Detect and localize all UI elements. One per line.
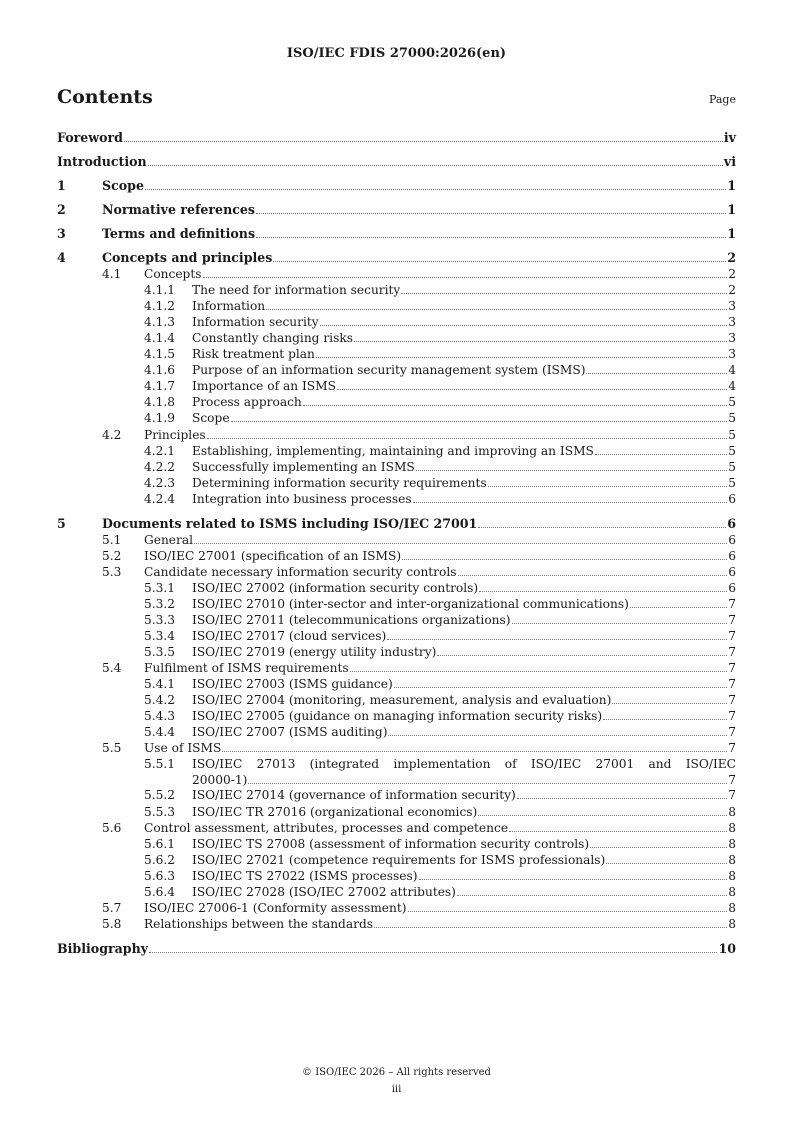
toc-entry-title: ISO/IEC 27011 (telecommunications organizations) [192,613,511,627]
toc-entry-title: ISO/IEC 27007 (ISMS auditing) [192,725,388,740]
dot-leader [419,879,728,880]
dot-leader [374,927,727,928]
toc-entry-number: 4.1.3 [144,315,176,330]
dot-leader [595,454,727,455]
dot-leader [203,277,728,278]
toc-entry-number: 4.2.2 [144,459,176,474]
toc-entry-title: Terms and definitions [102,226,256,241]
dot-leader [586,373,727,374]
toc-entry[interactable] [57,644,736,660]
dot-leader [316,357,727,358]
dot-leader [512,623,728,624]
dot-leader [509,831,727,832]
toc-entry-page: 3 [728,315,736,330]
dot-leader [603,719,727,720]
toc-entry[interactable] [57,532,736,548]
toc-entry[interactable] [57,202,736,218]
toc-entry-page: 7 [728,645,736,660]
toc-entry[interactable] [57,787,736,803]
toc-entry-title: Concepts and principles [102,250,273,265]
toc-entry[interactable] [57,362,736,378]
toc-entry-number: 4.2.4 [144,491,176,506]
toc-entry-number: 5.4 [102,661,122,676]
toc-entry[interactable] [57,836,736,852]
toc-entry-number: 4.1.2 [144,299,176,314]
document-header: ISO/IEC FDIS 27000:2026(en) [286,46,507,61]
toc-entry-title: ISO/IEC TS 27008 (assessment of information security controls) [192,836,590,851]
toc-entry-number: 5.6.1 [144,836,176,851]
toc-entry-title: ISO/IEC 27010 (inter-sector and inter-organizational communications) [192,596,629,611]
toc-entry-number: 2 [57,202,66,217]
toc-entry-title: ISO/IEC 27017 (cloud services) [192,629,387,644]
toc-entry[interactable] [57,596,736,612]
toc-entry[interactable] [57,740,736,756]
toc-entry-title: ISO/IEC 27004 (monitoring, measurement, analysis and evaluation) [192,693,612,708]
toc-entry[interactable] [57,394,736,410]
toc-entry-number: 4.1.7 [144,379,176,394]
toc-entry-page: 1 [727,226,736,241]
toc-entry[interactable] [57,660,736,676]
toc-entry-page: 7 [728,613,736,627]
toc-entry[interactable] [57,443,736,459]
dot-leader [303,405,727,406]
toc-entry-title: Constantly changing risks [192,331,353,346]
dot-leader [256,237,726,238]
toc-entry[interactable] [57,491,736,507]
toc-entry-page: 1 [727,202,736,217]
dot-leader [458,575,728,576]
toc-entry-title: Relationships between the standards [144,916,374,931]
page-number: iii [391,1084,402,1095]
toc-entry[interactable] [57,154,736,170]
toc-entry-page: iv [723,130,736,145]
toc-entry[interactable] [57,916,736,932]
toc-entry-number: 5.3.2 [144,596,176,611]
toc-entry[interactable] [57,628,736,644]
toc-entry-number: 4.1.1 [144,283,176,298]
dot-leader [354,341,727,342]
toc-entry-page: 2 [728,283,736,298]
toc-entry[interactable] [57,346,736,362]
toc-entry-number: 5.6.4 [144,884,176,899]
dot-leader [145,189,726,190]
toc-entry-title-continued: 20000-1) [192,772,248,787]
toc-entry-page: 2 [727,250,736,265]
toc-entry-number: 5.6.2 [144,852,176,867]
dot-leader [402,559,727,560]
dot-leader [478,527,726,528]
toc-entry-title: Normative references [102,202,256,217]
toc-entry-number: 5.3.3 [144,613,176,627]
toc-entry-number: 5.3.1 [144,580,176,595]
toc-entry-page: 7 [728,596,736,611]
toc-entry-number: 5.6.3 [144,868,176,883]
toc-entry-number: 4.1.6 [144,363,176,378]
dot-leader [590,847,727,848]
toc-entry-title: Control assessment, attributes, processes and competence [144,820,509,835]
toc-entry[interactable] [57,941,736,957]
toc-entry-page: 6 [728,580,736,595]
toc-entry[interactable] [57,900,736,916]
toc-entry-title: Establishing, implementing, maintaining and improving an ISMS [192,443,594,458]
toc-entry-title: ISO/IEC 27002 (information security controls) [192,580,479,595]
dot-leader [207,438,728,439]
dot-leader [256,213,726,214]
toc-entry-number: 5.5 [102,741,122,756]
toc-entry-title: Use of ISMS [144,741,222,756]
toc-entry-page: 5 [728,427,736,442]
toc-entry-title: Bibliography [57,940,149,956]
toc-entry-number: 5.6 [102,820,122,835]
toc-entry-page: 6 [728,548,736,563]
toc-entry-page: 3 [728,331,736,346]
toc-entry-page: 4 [728,363,736,378]
toc-entry-title: Introduction [57,154,147,169]
toc-entry-page: 5 [728,395,736,410]
toc-entry[interactable] [57,475,736,491]
toc-entry[interactable] [57,820,736,836]
toc-entry-page: 7 [728,661,736,676]
toc-entry[interactable] [57,548,736,564]
toc-entry-title: ISO/IEC TR 27016 (organizational economics) [192,804,478,819]
toc-entry-page: 7 [728,677,736,692]
dot-leader [222,751,727,752]
toc-entry[interactable] [57,692,736,708]
toc-entry-page: 8 [728,868,736,883]
toc-entry-number: 4.2.3 [144,475,176,490]
toc-entry-number: 5.4.2 [144,693,176,708]
toc-entry-number: 4 [57,250,66,265]
toc-entry[interactable] [57,427,736,443]
dot-leader [148,165,723,166]
dot-leader [388,735,727,736]
toc-entry-number: 1 [57,178,66,193]
toc-entry-title: Information [192,299,266,314]
dot-leader [194,543,727,544]
toc-entry-page: 8 [728,820,736,835]
toc-entry-title: Importance of an ISMS [192,379,336,394]
dot-leader [517,798,727,799]
toc-entry-number: 4.1.9 [144,411,176,426]
toc-entry-page: 5 [728,459,736,474]
toc-entry-page: 7 [728,709,736,724]
toc-entry-page: 3 [728,347,736,362]
toc-entry-title: ISO/IEC 27028 (ISO/IEC 27002 attributes) [192,884,456,899]
dot-leader [413,502,728,503]
toc-entry[interactable] [57,282,736,298]
toc-entry[interactable] [57,250,736,266]
toc-entry-page: 7 [728,788,736,803]
toc-entry-page: 8 [728,916,736,931]
toc-entry-number: 5.5.2 [144,788,176,803]
toc-entry[interactable] [57,676,736,692]
toc-entry[interactable] [57,804,736,820]
toc-entry-title: Successfully implementing an ISMS [192,459,415,474]
toc-entry-number: 5.7 [102,900,122,915]
dot-leader [350,671,728,672]
toc-entry-page: 1 [727,178,736,193]
toc-entry[interactable] [57,314,736,330]
toc-entry[interactable] [57,226,736,242]
toc-entry-number: 4.2.1 [144,443,176,458]
toc-entry[interactable] [57,516,736,532]
dot-leader [416,470,727,471]
toc-entry-number: 5.2 [102,548,122,563]
toc-entry[interactable] [57,708,736,724]
toc-entry-page: vi [723,154,736,169]
toc-entry-title: Principles [144,427,206,442]
dot-leader [408,911,728,912]
toc-entry-number: 5 [57,515,66,531]
toc-entry-title: ISO/IEC 27003 (ISMS guidance) [192,677,393,692]
toc-entry-page: 6 [728,564,736,579]
toc-entry-page: 6 [728,491,736,506]
toc-entry-title: Candidate necessary information security controls [144,564,457,579]
toc-entry-number: 5.4.4 [144,725,176,740]
toc-entry-number: 5.3.5 [144,645,176,660]
toc-entry-page: 10 [718,940,736,956]
toc-entry-page: 5 [728,475,736,490]
toc-entry-page: 7 [728,629,736,644]
toc-entry-title: Determining information security requirements [192,475,487,490]
toc-entry-continuation[interactable] [57,772,736,788]
toc-entry-page: 5 [728,443,736,458]
dot-leader [320,325,728,326]
toc-entry[interactable] [57,884,736,900]
toc-entry-title: Risk treatment plan [192,347,315,362]
dot-leader [612,703,727,704]
toc-entry[interactable] [57,580,736,596]
toc-entry-title: Process approach [192,395,302,410]
toc-entry-title: Foreword [57,130,123,145]
dot-leader [606,863,727,864]
toc-entry-title: ISO/IEC 27013 (integrated implementation of ISO/IEC 27001 and ISO/IEC [192,757,736,772]
toc-entry-title: Information security [192,315,319,330]
toc-entry[interactable] [57,852,736,868]
toc-entry-page: 8 [728,836,736,851]
toc-entry-title: ISO/IEC 27014 (governance of information security) [192,788,516,803]
toc-entry-page: 6 [727,515,736,531]
toc-entry-number: 4.1.4 [144,331,176,346]
dot-leader [387,639,727,640]
toc-entry[interactable] [57,266,736,282]
toc-entry-number: 5.4.1 [144,677,176,692]
toc-entry[interactable] [57,724,736,740]
toc-entry-page: 3 [728,299,736,314]
toc-entry-title: Documents related to ISMS including ISO/IEC 27001 [102,515,478,531]
dot-leader [273,261,726,262]
toc-entry-page: 8 [728,804,736,819]
dot-leader [394,687,728,688]
toc-entry-title: ISO/IEC 27021 (competence requirements for ISMS professionals) [192,852,606,867]
toc-entry-title: Purpose of an information security management system (ISMS) [192,363,586,378]
page-column-label: Page [708,93,736,106]
toc-entry-number: 3 [57,226,66,241]
dot-leader [630,607,727,608]
toc-entry-page: 8 [728,852,736,867]
toc-entry-page: 8 [728,884,736,899]
dot-leader [149,952,717,953]
toc-entry[interactable] [57,378,736,394]
toc-entry-number: 5.3 [102,564,122,579]
toc-entry[interactable] [57,459,736,475]
toc-entry-title: ISO/IEC 27001 (specification of an ISMS) [144,548,402,563]
toc-entry-number: 4.2 [102,427,122,442]
dot-leader [437,655,727,656]
dot-leader [488,486,728,487]
toc-entry-page: 4 [728,379,736,394]
toc-entry-title: Fulfilment of ISMS requirements [144,661,349,676]
toc-entry[interactable] [57,410,736,426]
dot-leader [266,309,727,310]
dot-leader [337,389,727,390]
toc-entry-title: ISO/IEC 27005 (guidance on managing information security risks) [192,709,603,724]
toc-entry-number: 4.1.5 [144,347,176,362]
toc-entry[interactable] [57,564,736,580]
toc-entry-number: 5.4.3 [144,709,176,724]
dot-leader [479,591,727,592]
toc-entry[interactable] [57,130,736,146]
toc-entry-title: General [144,532,193,547]
toc-entry-number: 5.1 [102,532,122,547]
dot-leader [231,421,728,422]
dot-leader [401,293,727,294]
toc-entry-number: 5.5.3 [144,804,176,819]
toc-entry-page: 7 [728,725,736,740]
toc-entry[interactable] [57,868,736,884]
dot-leader [248,783,727,784]
toc-entry[interactable] [57,178,736,194]
toc-entry-page: 7 [728,741,736,756]
toc-entry-title: Scope [102,178,144,193]
toc-entry-page: 7 [728,693,736,708]
toc-entry-number: 4.1.8 [144,395,176,410]
copyright-notice: © ISO/IEC 2026 – All rights reserved [302,1067,491,1078]
toc-entry-page: 7 [728,772,736,787]
toc-entry-title: Concepts [144,267,202,281]
toc-entry[interactable] [57,330,736,346]
toc-entry[interactable] [57,756,736,772]
toc-entry-page: 5 [728,411,736,426]
dot-leader [478,815,727,816]
toc-entry-number: 5.5.1 [144,757,176,772]
toc-entry-number: 4.1 [102,267,122,281]
toc-entry-number: 5.8 [102,916,122,931]
dot-leader [457,895,727,896]
toc-entry-page: 8 [728,900,736,915]
toc-entry-page: 2 [728,267,736,281]
toc-entry[interactable] [57,298,736,314]
toc-entry-title: ISO/IEC 27019 (energy utility industry) [192,645,437,660]
toc-entry-page: 6 [728,532,736,547]
toc-entry-title: Scope [192,411,230,426]
toc-entry-number: 5.3.4 [144,629,176,644]
dot-leader [124,141,723,142]
toc-entry-title: Integration into business processes [192,491,412,506]
toc-entry-title: The need for information security [192,283,401,298]
toc-entry-title: ISO/IEC TS 27022 (ISMS processes) [192,868,418,883]
contents-title: Contents [57,86,153,108]
toc-entry[interactable] [57,612,736,628]
toc-entry-title: ISO/IEC 27006-1 (Conformity assessment) [144,900,407,915]
